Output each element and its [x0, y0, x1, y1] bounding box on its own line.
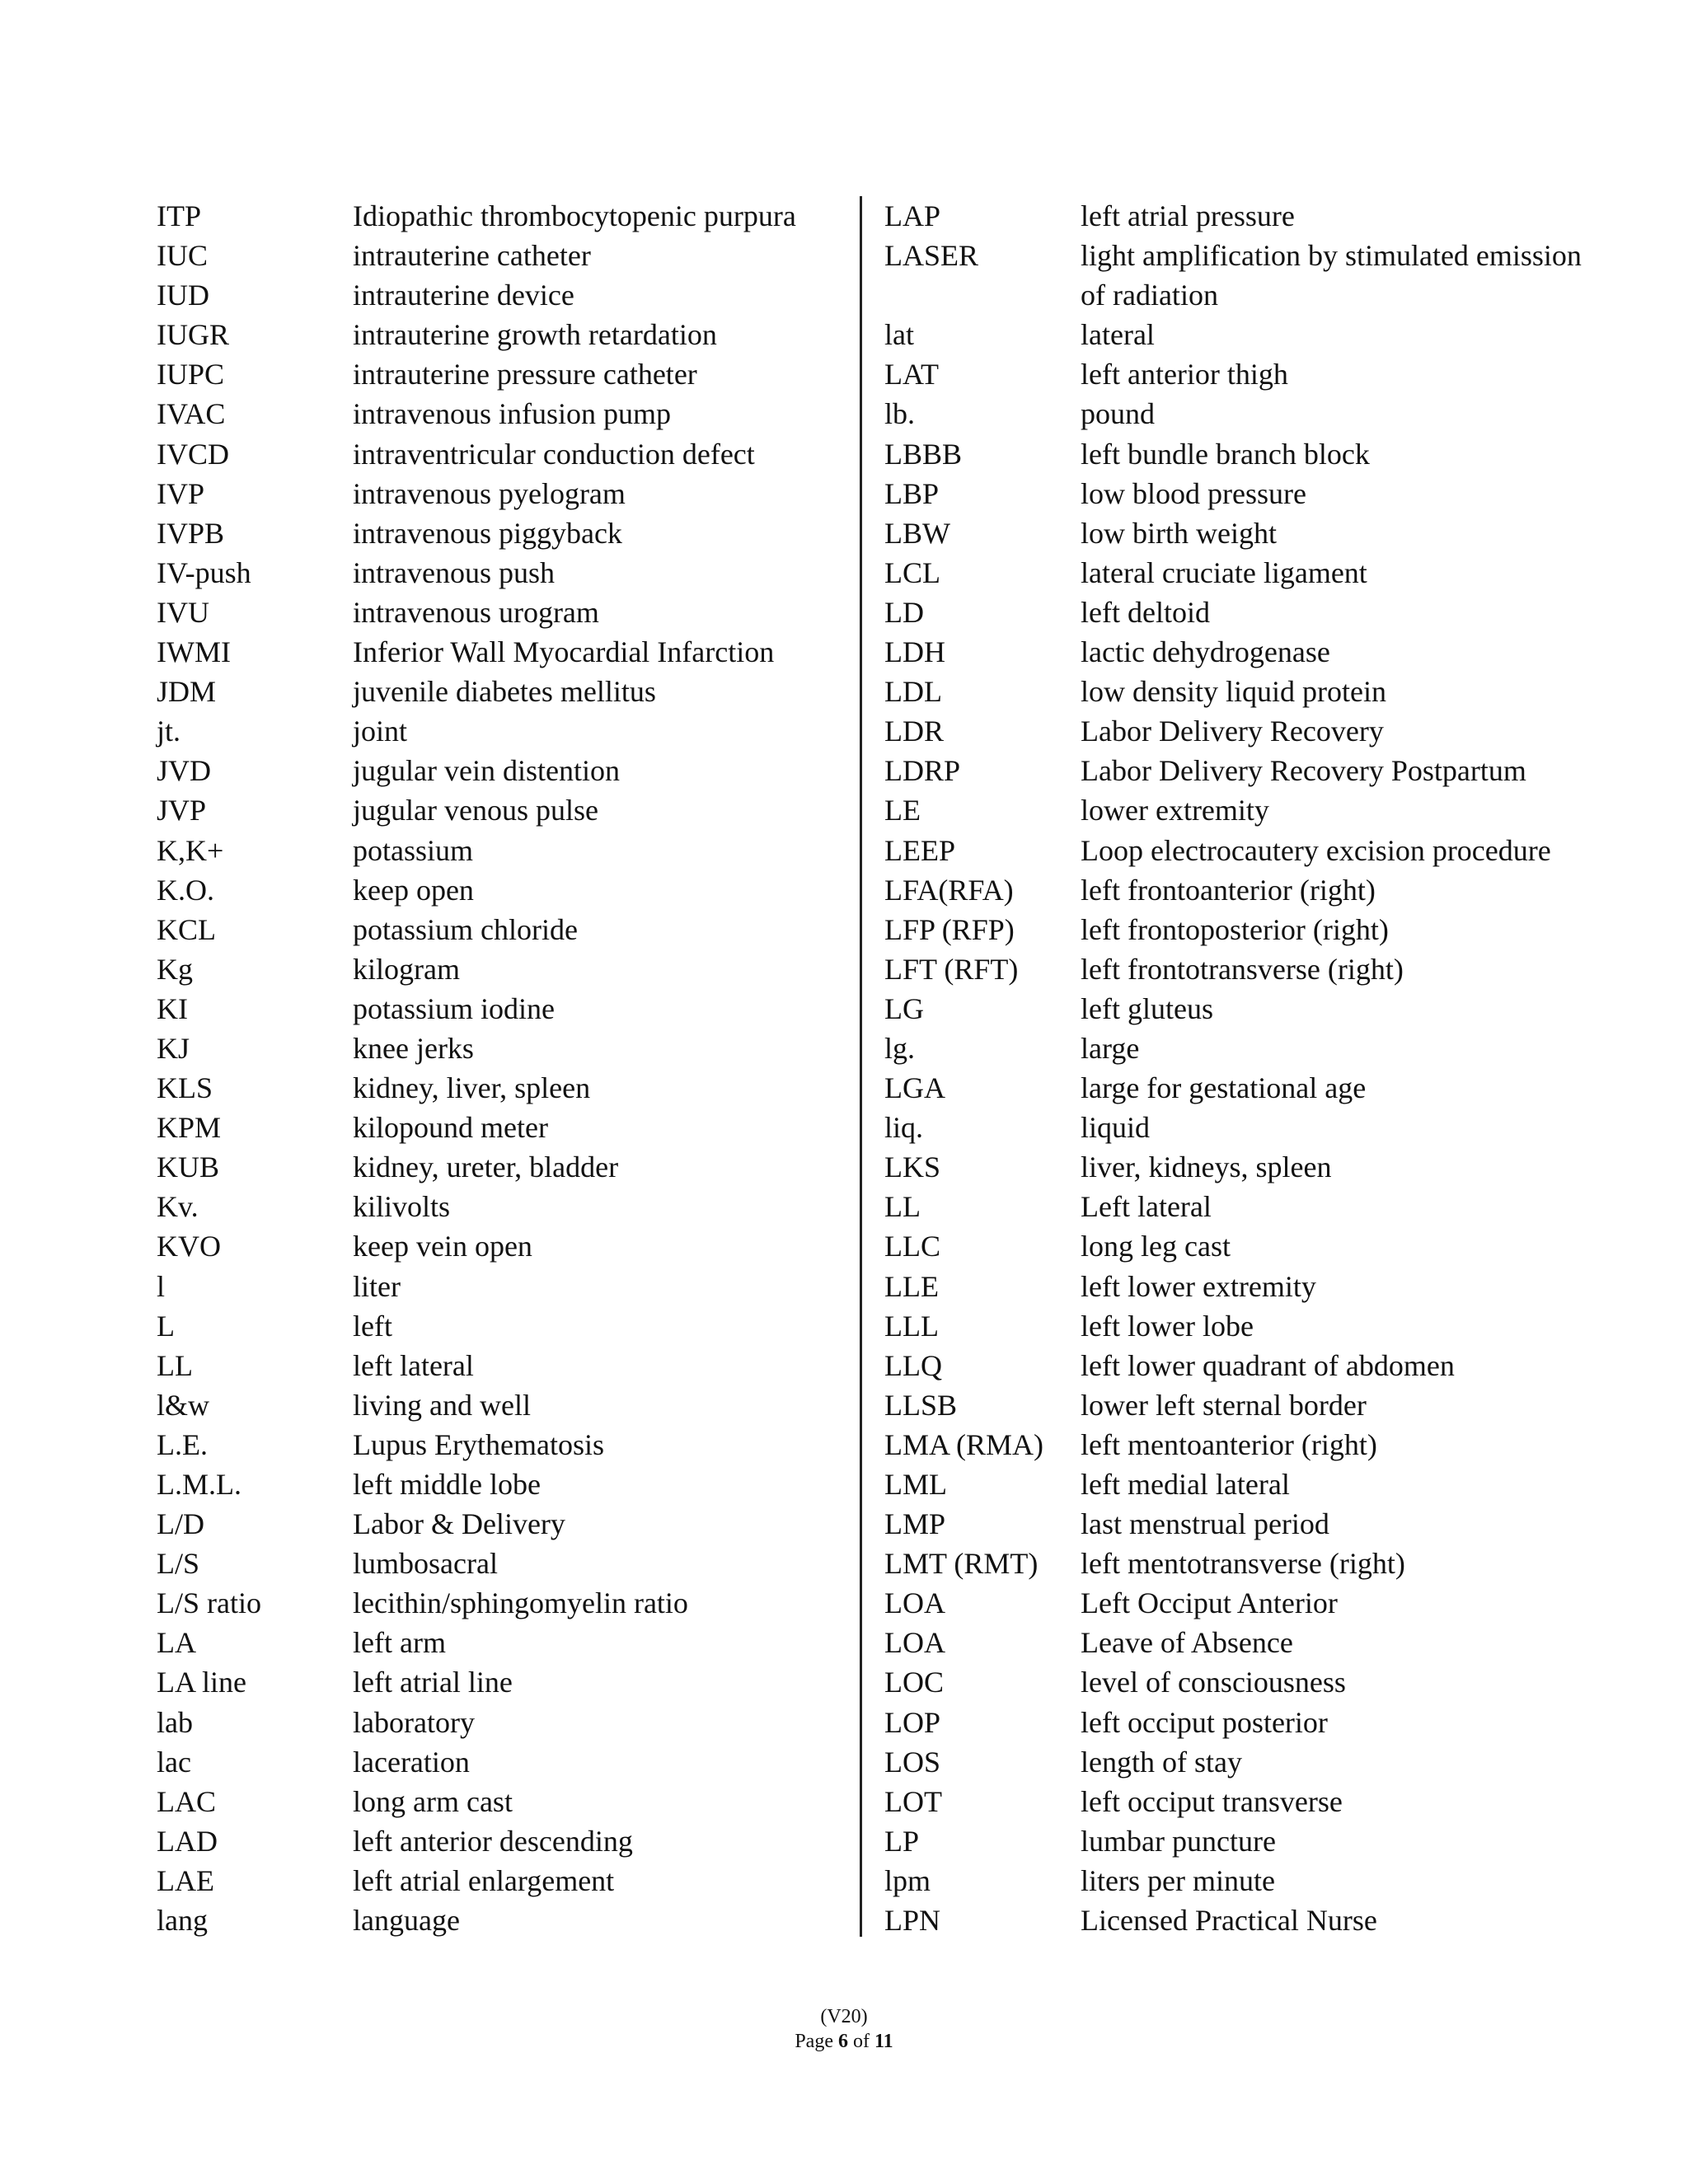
abbreviation-definition: low birth weight [1081, 516, 1277, 550]
abbreviation-definition: lumbar puncture [1081, 1824, 1276, 1858]
abbreviation-definition: kilivolts [353, 1190, 451, 1224]
abbreviation-term: IVPB [157, 516, 225, 550]
abbreviation-term: LFP (RFP) [884, 912, 1015, 946]
abbreviation-definition: Labor Delivery Recovery Postpartum [1081, 754, 1526, 788]
abbreviation-definition: Left Occiput Anterior [1081, 1586, 1338, 1620]
abbreviation-term: LOS [884, 1745, 941, 1779]
footer-version: (V20) [820, 2006, 868, 2027]
abbreviation-term: LA [157, 1626, 196, 1660]
abbreviation-term: JVD [157, 754, 212, 788]
abbreviation-row [157, 1504, 882, 1544]
abbreviation-row [884, 1108, 1626, 1147]
abbreviation-term: lat [884, 318, 914, 352]
abbreviation-term: LAE [157, 1863, 214, 1897]
abbreviation-row [884, 751, 1626, 790]
abbreviation-definition: lower extremity [1081, 794, 1269, 827]
abbreviation-definition: Inferior Wall Myocardial Infarction [353, 635, 775, 669]
abbreviation-term: KVO [157, 1230, 221, 1263]
abbreviation-row [884, 1583, 1626, 1623]
abbreviation-term: LLC [884, 1230, 940, 1263]
abbreviation-row [884, 1742, 1626, 1782]
abbreviation-definition: long leg cast [1081, 1230, 1231, 1263]
abbreviation-row [157, 1821, 882, 1861]
abbreviation-term: IUC [157, 239, 208, 273]
abbreviation-term: LLL [884, 1309, 939, 1343]
abbreviation-term: l&w [157, 1388, 210, 1422]
abbreviation-term: JDM [157, 675, 217, 709]
abbreviation-row [884, 1703, 1626, 1742]
abbreviation-definition: level of consciousness [1081, 1666, 1346, 1699]
abbreviation-term: LP [884, 1824, 920, 1858]
abbreviation-row [884, 1821, 1626, 1861]
abbreviation-term: IVAC [157, 397, 226, 431]
abbreviation-term: LBBB [884, 437, 963, 471]
abbreviation-row [884, 1900, 1626, 1940]
abbreviation-term: LBW [884, 516, 950, 550]
abbreviation-definition: lactic dehydrogenase [1081, 635, 1330, 669]
footer-page-total: 11 [874, 2031, 893, 2052]
abbreviation-term: Kg [157, 952, 193, 986]
abbreviation-term: LCL [884, 555, 940, 589]
abbreviation-definition: Idiopathic thrombocytopenic purpura [353, 199, 796, 232]
footer-page-number [0, 2029, 1688, 2054]
abbreviation-row [884, 1504, 1626, 1544]
abbreviation-row [884, 1662, 1626, 1702]
abbreviation-term: L/D [157, 1507, 204, 1541]
abbreviation-term: L/S [157, 1547, 200, 1581]
abbreviation-row [157, 1425, 882, 1465]
abbreviation-row [884, 1267, 1626, 1306]
abbreviation-definition: left bundle branch block [1081, 437, 1370, 471]
abbreviation-row [884, 790, 1626, 830]
abbreviation-row [157, 1267, 882, 1306]
abbreviation-definition: laboratory [353, 1705, 475, 1739]
abbreviation-row [884, 831, 1626, 870]
abbreviation-definition: intravenous push [353, 555, 555, 589]
abbreviation-definition: keep vein open [353, 1230, 532, 1263]
abbreviation-definition: intrauterine catheter [353, 239, 591, 273]
abbreviation-row [884, 989, 1626, 1029]
abbreviation-term: KLS [157, 1071, 213, 1105]
abbreviation-definition: potassium chloride [353, 912, 578, 946]
abbreviation-term: L.E. [157, 1427, 208, 1461]
abbreviation-term: LAT [884, 358, 939, 391]
abbreviation-definition: left lower extremity [1081, 1269, 1316, 1303]
abbreviation-definition: Labor Delivery Recovery [1081, 715, 1384, 748]
abbreviation-row [157, 751, 882, 790]
abbreviation-term: LML [884, 1468, 947, 1501]
abbreviation-row [884, 1226, 1626, 1266]
abbreviation-definition: left atrial enlargement [353, 1863, 615, 1897]
abbreviation-definition: pound [1081, 397, 1155, 431]
abbreviation-definition: intravenous piggyback [353, 516, 622, 550]
abbreviation-definition: left [353, 1309, 392, 1343]
abbreviation-term: LPN [884, 1904, 941, 1938]
abbreviation-row [884, 1425, 1626, 1465]
abbreviation-row [157, 394, 882, 434]
abbreviation-row [157, 1068, 882, 1108]
abbreviation-row [884, 236, 1626, 275]
abbreviation-term: IUD [157, 279, 209, 312]
abbreviation-definition: low density liquid protein [1081, 675, 1386, 709]
abbreviation-term: jt. [157, 715, 181, 748]
abbreviation-term: l [157, 1269, 166, 1303]
abbreviation-definition: last menstrual period [1081, 1507, 1329, 1541]
abbreviation-term: LOA [884, 1586, 945, 1620]
abbreviation-term: LFT (RFT) [884, 952, 1019, 986]
abbreviation-row [884, 1306, 1626, 1346]
abbreviation-row [884, 275, 1626, 315]
abbreviation-definition: left middle lobe [353, 1468, 541, 1501]
abbreviation-term: LLQ [884, 1348, 942, 1382]
abbreviation-term [884, 275, 1081, 315]
abbreviation-definition: juvenile diabetes mellitus [353, 675, 656, 709]
abbreviation-row [157, 1385, 882, 1425]
abbreviation-definition: liquid [1081, 1111, 1151, 1145]
abbreviation-row [157, 513, 882, 553]
abbreviation-definition: intraventricular conduction defect [353, 437, 755, 471]
abbreviation-definition: keep open [353, 873, 474, 907]
abbreviation-term: liq. [884, 1111, 924, 1145]
abbreviation-column-right [884, 196, 1626, 1940]
abbreviation-term: KJ [157, 1031, 190, 1065]
abbreviation-definition: potassium [353, 833, 474, 867]
abbreviation-row [157, 1029, 882, 1068]
abbreviation-row [157, 949, 882, 989]
abbreviation-definition: jugular venous pulse [353, 794, 598, 827]
abbreviation-row [884, 949, 1626, 989]
abbreviation-term: lac [157, 1745, 191, 1779]
abbreviation-row [157, 632, 882, 672]
abbreviation-term: L.M.L. [157, 1468, 241, 1501]
abbreviation-row [884, 1782, 1626, 1821]
abbreviation-term: KI [157, 991, 188, 1025]
abbreviation-row [884, 1068, 1626, 1108]
abbreviation-row [157, 1742, 882, 1782]
abbreviation-term: K.O. [157, 873, 214, 907]
abbreviation-definition: left frontotransverse (right) [1081, 952, 1404, 986]
abbreviation-definition: large for gestational age [1081, 1071, 1367, 1105]
abbreviation-row [157, 672, 882, 711]
abbreviation-row [884, 1147, 1626, 1187]
abbreviation-row [157, 275, 882, 315]
abbreviation-row [884, 1346, 1626, 1385]
abbreviation-row [157, 1346, 882, 1385]
abbreviation-row [157, 434, 882, 474]
abbreviation-definition: kilopound meter [353, 1111, 548, 1145]
abbreviation-row [157, 1861, 882, 1900]
abbreviation-definition: left atrial line [353, 1666, 513, 1699]
abbreviation-definition: left gluteus [1081, 991, 1213, 1025]
abbreviation-row [157, 236, 882, 275]
abbreviation-term: LMA (RMA) [884, 1427, 1044, 1461]
abbreviation-column-left [157, 196, 882, 1940]
abbreviation-row [157, 196, 882, 236]
abbreviation-term: IVU [157, 595, 209, 629]
abbreviation-row [157, 910, 882, 949]
abbreviation-term: lab [157, 1705, 193, 1739]
abbreviation-definition: left lateral [353, 1348, 474, 1382]
abbreviation-row [157, 1544, 882, 1583]
abbreviation-definition: kidney, liver, spleen [353, 1071, 591, 1105]
abbreviation-row [884, 1029, 1626, 1068]
abbreviation-row [157, 711, 882, 751]
abbreviation-definition: left occiput posterior [1081, 1705, 1328, 1739]
abbreviation-definition: length of stay [1081, 1745, 1242, 1779]
abbreviation-term: LLE [884, 1269, 939, 1303]
abbreviation-definition: language [353, 1904, 460, 1938]
abbreviation-row [884, 711, 1626, 751]
abbreviation-row [157, 1226, 882, 1266]
column-divider [860, 196, 862, 1937]
abbreviation-term: IUPC [157, 358, 225, 391]
abbreviation-row [884, 513, 1626, 553]
abbreviation-term: LDL [884, 675, 942, 709]
abbreviation-row [157, 1187, 882, 1226]
abbreviation-term: K,K+ [157, 833, 224, 867]
abbreviation-row [884, 315, 1626, 354]
abbreviation-row [884, 354, 1626, 394]
abbreviation-term: LL [884, 1190, 921, 1224]
abbreviation-definition: left occiput transverse [1081, 1784, 1343, 1818]
abbreviation-term: LL [157, 1348, 193, 1382]
abbreviation-definition: liver, kidneys, spleen [1081, 1151, 1332, 1184]
abbreviation-term: LA line [157, 1666, 246, 1699]
abbreviation-term: KUB [157, 1151, 220, 1184]
abbreviation-row [884, 1187, 1626, 1226]
abbreviation-term: LOT [884, 1784, 942, 1818]
abbreviation-row [157, 1147, 882, 1187]
abbreviation-term: IVP [157, 476, 205, 510]
abbreviation-row [157, 790, 882, 830]
abbreviation-definition: lumbosacral [353, 1547, 498, 1581]
abbreviation-definition: jugular vein distention [353, 754, 620, 788]
abbreviation-definition: Labor & Delivery [353, 1507, 565, 1541]
abbreviation-row [884, 672, 1626, 711]
abbreviation-term: lb. [884, 397, 916, 431]
abbreviation-row [157, 553, 882, 593]
abbreviation-definition: intravenous infusion pump [353, 397, 671, 431]
abbreviation-definition: left lower quadrant of abdomen [1081, 1348, 1455, 1382]
abbreviation-row [157, 1465, 882, 1504]
abbreviation-term: KPM [157, 1111, 222, 1145]
abbreviation-definition: left mentoanterior (right) [1081, 1427, 1377, 1461]
abbreviation-definition: laceration [353, 1745, 470, 1779]
abbreviation-term: lg. [884, 1031, 916, 1065]
abbreviation-definition: left frontoanterior (right) [1081, 873, 1376, 907]
abbreviation-term: lang [157, 1904, 208, 1938]
abbreviation-row [884, 1861, 1626, 1900]
abbreviation-term: LOC [884, 1666, 944, 1699]
abbreviation-definition: liter [353, 1269, 401, 1303]
abbreviation-row [157, 315, 882, 354]
abbreviation-definition: left atrial pressure [1081, 199, 1295, 232]
abbreviation-definition: long arm cast [353, 1784, 513, 1818]
abbreviation-term: LBP [884, 476, 940, 510]
footer-page-current: 6 [837, 2031, 848, 2052]
abbreviation-definition: Leave of Absence [1081, 1626, 1293, 1660]
abbreviation-term: LDRP [884, 754, 961, 788]
abbreviation-definition: left deltoid [1081, 595, 1210, 629]
abbreviation-term: LKS [884, 1151, 941, 1184]
abbreviation-row [884, 910, 1626, 949]
abbreviation-row [884, 1544, 1626, 1583]
footer-page-prefix: Page [795, 2031, 833, 2052]
abbreviation-term: L [157, 1309, 175, 1343]
abbreviation-definition: left frontoposterior (right) [1081, 912, 1389, 946]
abbreviation-term: KCL [157, 912, 216, 946]
abbreviation-term: L/S ratio [157, 1586, 261, 1620]
abbreviation-row [157, 474, 882, 513]
abbreviation-row [884, 593, 1626, 632]
abbreviation-term: LASER [884, 239, 979, 273]
abbreviation-term: LLSB [884, 1388, 958, 1422]
footer-page-of: of [852, 2031, 870, 2052]
abbreviation-row [884, 1623, 1626, 1662]
abbreviation-term: IUGR [157, 318, 229, 352]
abbreviation-term: lpm [884, 1863, 931, 1897]
abbreviation-definition: light amplification by stimulated emission [1081, 239, 1582, 273]
abbreviation-term: LOA [884, 1626, 945, 1660]
abbreviation-row [884, 632, 1626, 672]
abbreviation-term: LGA [884, 1071, 945, 1105]
abbreviation-definition: of radiation [1081, 279, 1218, 312]
abbreviation-term: IVCD [157, 437, 229, 471]
abbreviation-definition: intrauterine pressure catheter [353, 358, 697, 391]
abbreviation-definition: low blood pressure [1081, 476, 1306, 510]
abbreviation-row [157, 1306, 882, 1346]
abbreviation-term: LEEP [884, 833, 955, 867]
abbreviation-definition: lower left sternal border [1081, 1388, 1367, 1422]
abbreviation-definition: left mentotransverse (right) [1081, 1547, 1405, 1581]
abbreviation-definition: joint [353, 715, 408, 748]
abbreviation-row [157, 1623, 882, 1662]
abbreviation-row [884, 394, 1626, 434]
abbreviation-term: LD [884, 595, 924, 629]
abbreviation-definition: Left lateral [1081, 1190, 1212, 1224]
abbreviation-definition: left anterior thigh [1081, 358, 1288, 391]
abbreviation-definition: living and well [353, 1388, 531, 1422]
abbreviation-definition: intravenous urogram [353, 595, 599, 629]
abbreviation-term: LAD [157, 1824, 218, 1858]
abbreviation-row [884, 1465, 1626, 1504]
abbreviation-definition: Lupus Erythematosis [353, 1427, 604, 1461]
abbreviation-definition: intrauterine growth retardation [353, 318, 717, 352]
abbreviation-term: LMP [884, 1507, 946, 1541]
abbreviation-definition: lateral [1081, 318, 1155, 352]
abbreviation-row [157, 1662, 882, 1702]
abbreviation-definition: lateral cruciate ligament [1081, 555, 1367, 589]
abbreviation-definition: Loop electrocautery excision procedure [1081, 833, 1551, 867]
abbreviation-row [157, 870, 882, 910]
abbreviation-definition: knee jerks [353, 1031, 474, 1065]
abbreviation-definition: left anterior descending [353, 1824, 633, 1858]
abbreviation-row [157, 1782, 882, 1821]
abbreviation-term: LE [884, 794, 921, 827]
abbreviation-row [157, 1703, 882, 1742]
abbreviation-definition: left lower lobe [1081, 1309, 1254, 1343]
abbreviation-term: LG [884, 991, 924, 1025]
abbreviation-definition: lecithin/sphingomyelin ratio [353, 1586, 688, 1620]
abbreviation-row [157, 1583, 882, 1623]
abbreviation-row [157, 593, 882, 632]
abbreviation-definition: intravenous pyelogram [353, 476, 626, 510]
abbreviation-row [157, 1900, 882, 1940]
abbreviation-term: LDH [884, 635, 945, 669]
abbreviation-row [884, 1385, 1626, 1425]
abbreviation-term: Kv. [157, 1190, 199, 1224]
abbreviation-definition: intrauterine device [353, 279, 574, 312]
abbreviation-term: IWMI [157, 635, 231, 669]
abbreviation-row [157, 1108, 882, 1147]
abbreviation-term: IV-push [157, 555, 251, 589]
abbreviation-definition: potassium iodine [353, 991, 555, 1025]
abbreviation-row [884, 870, 1626, 910]
abbreviation-definition: kidney, ureter, bladder [353, 1151, 619, 1184]
abbreviation-term: ITP [157, 199, 201, 232]
abbreviation-term: JVP [157, 794, 207, 827]
abbreviation-term: LFA(RFA) [884, 873, 1014, 907]
abbreviation-row [884, 474, 1626, 513]
abbreviation-term: LOP [884, 1705, 941, 1739]
abbreviation-definition: kilogram [353, 952, 460, 986]
abbreviation-definition: liters per minute [1081, 1863, 1275, 1897]
abbreviation-row [157, 831, 882, 870]
abbreviation-row [884, 434, 1626, 474]
abbreviation-definition: left medial lateral [1081, 1468, 1290, 1501]
abbreviation-row [157, 354, 882, 394]
abbreviation-row [157, 989, 882, 1029]
abbreviation-term: LDR [884, 715, 944, 748]
abbreviation-term: LMT (RMT) [884, 1547, 1039, 1581]
abbreviation-definition: Licensed Practical Nurse [1081, 1904, 1377, 1938]
abbreviation-row [884, 196, 1626, 236]
abbreviation-definition: large [1081, 1031, 1140, 1065]
abbreviation-term: LAP [884, 199, 941, 232]
abbreviation-term: LAC [157, 1784, 216, 1818]
abbreviation-definition: left arm [353, 1626, 446, 1660]
abbreviation-row [884, 553, 1626, 593]
